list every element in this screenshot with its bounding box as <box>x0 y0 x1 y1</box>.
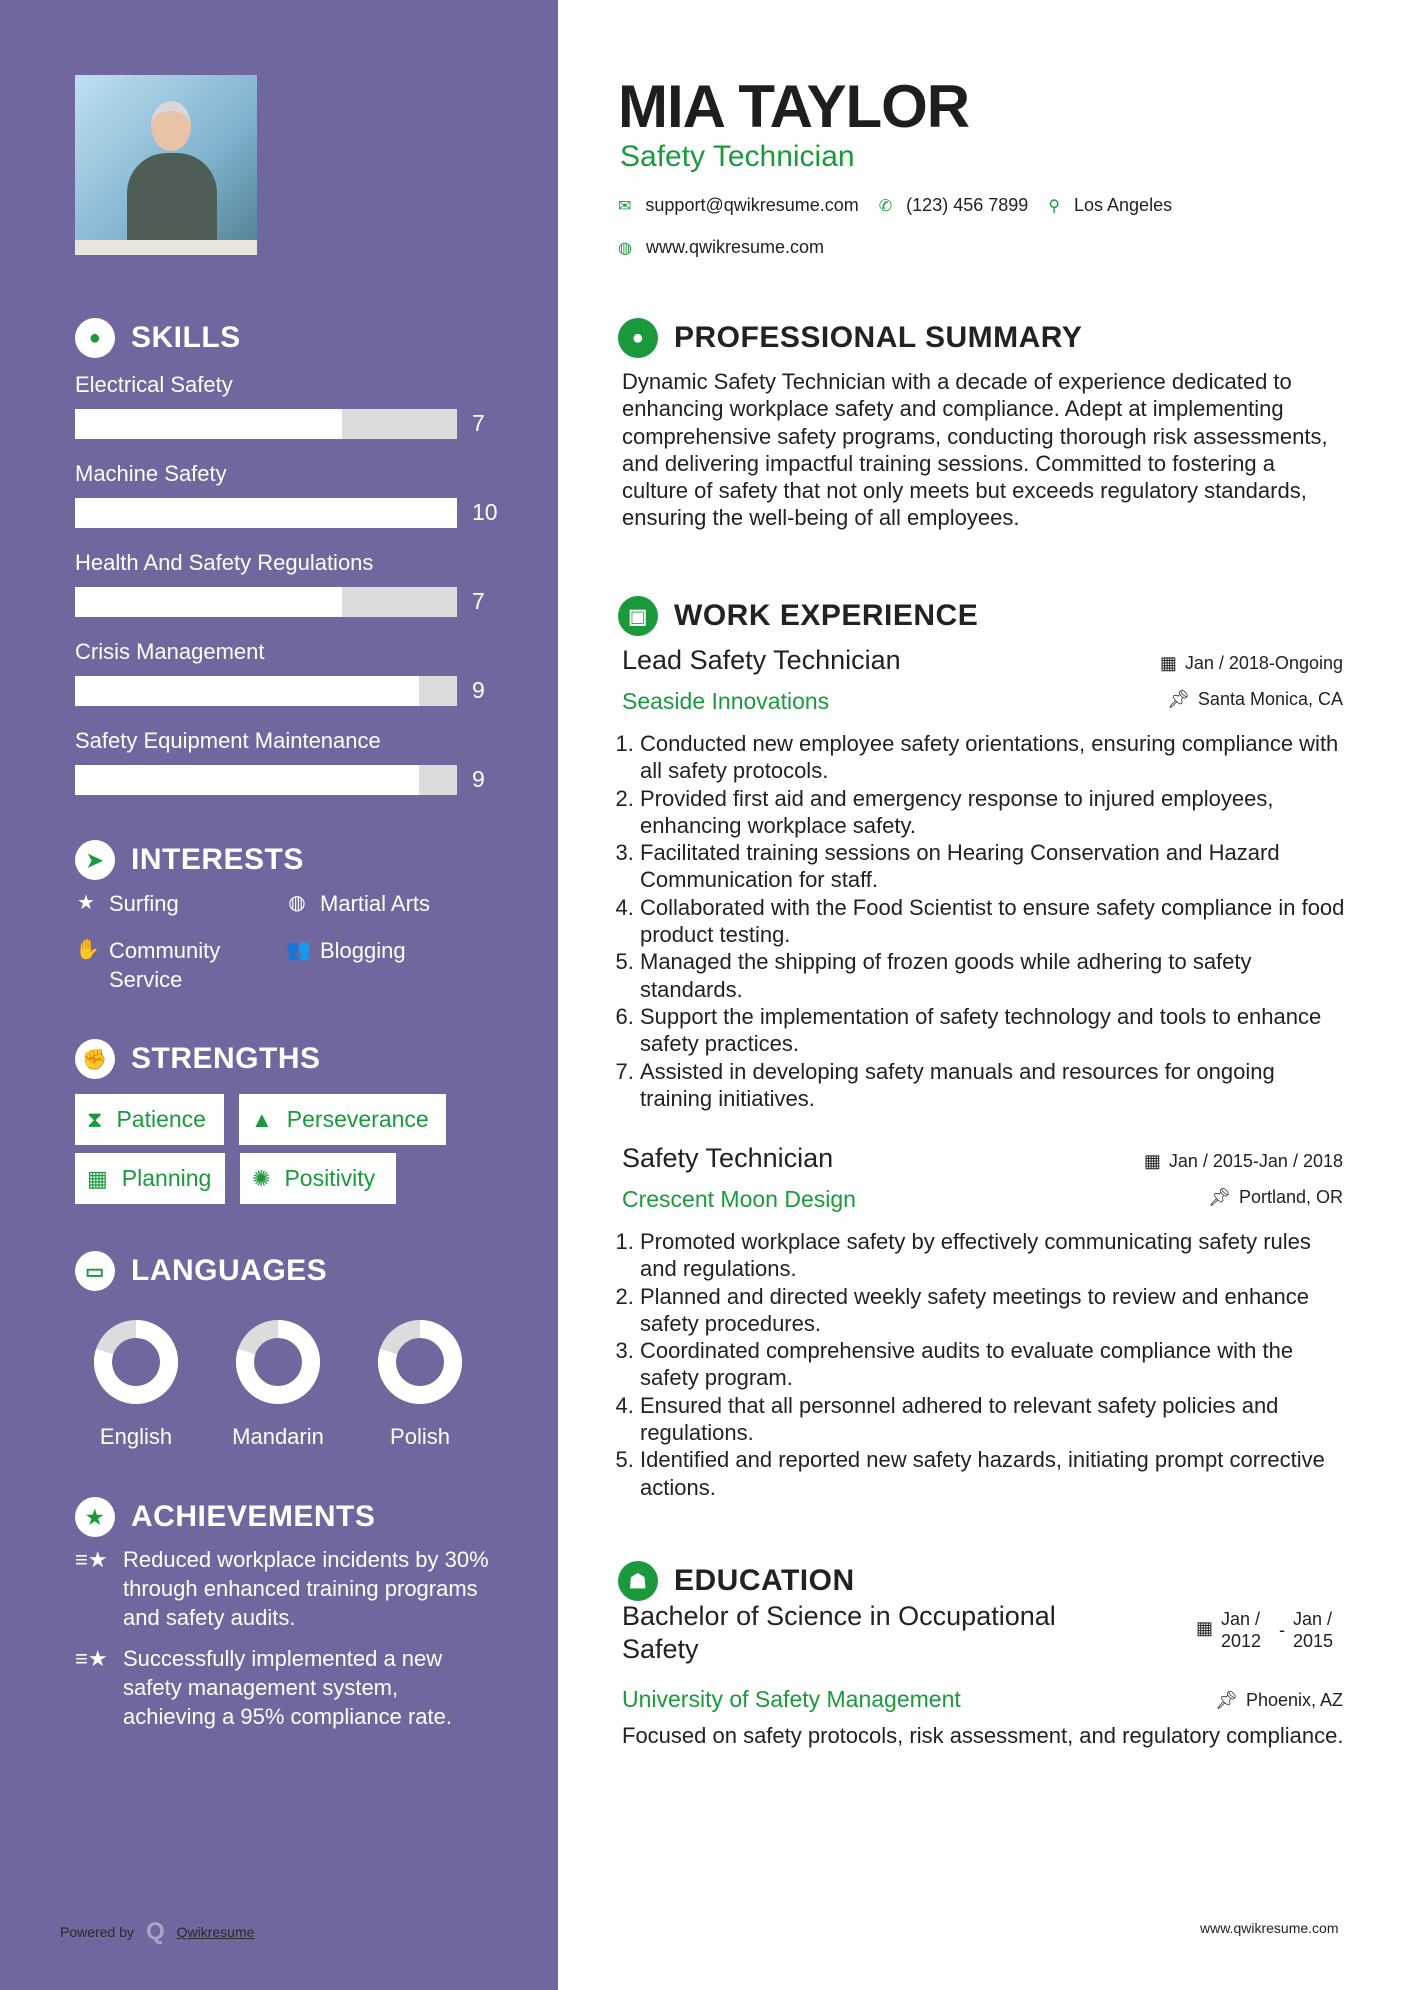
qwikresume-link[interactable]: Qwikresume <box>176 1924 255 1940</box>
interest-label: Martial Arts <box>320 891 431 916</box>
strength-chip <box>239 1094 446 1145</box>
skill-bar-fill <box>75 676 419 706</box>
strength-chip <box>75 1153 225 1204</box>
candidate-name: MIA TAYLOR <box>618 73 970 140</box>
language-icon: ▭ <box>75 1251 115 1291</box>
skill-name: Electrical Safety <box>75 372 233 397</box>
heading-text: STRENGTHS <box>131 1042 321 1075</box>
road-icon: ▲ <box>251 1106 273 1132</box>
lightbulb-icon: ● <box>75 318 115 358</box>
job-bullet: 6. Support the implementation of safety technology and tools to enhance safety practices. <box>640 1003 1347 1058</box>
job-bullet: 4. Ensured that all personnel adhered to relevant safety policies and regulations. <box>640 1392 1347 1447</box>
map-pin-icon: ⚲ <box>1048 197 1060 215</box>
degree: Bachelor of Science in Occupational Safety <box>622 1601 1056 1664</box>
contact-row <box>618 195 1172 216</box>
job-bullet: 1. Promoted workplace safety by effectively communicating safety rules and regulations. <box>640 1228 1347 1283</box>
users-icon: 👥 <box>286 939 311 961</box>
heading-text: ACHIEVEMENTS <box>131 1500 376 1533</box>
fist-icon: ✊ <box>75 1039 115 1079</box>
website-row <box>618 237 824 258</box>
sidebar <box>0 0 558 1990</box>
skill-value: 7 <box>472 410 485 436</box>
phone-icon: ✆ <box>878 197 893 215</box>
skill-bar <box>75 587 457 617</box>
heading-text: LANGUAGES <box>131 1254 328 1287</box>
location-text: Phoenix, AZ <box>1245 1690 1343 1710</box>
graduate-icon: ☗ <box>618 1561 658 1601</box>
language-name: English <box>99 1424 173 1449</box>
job-title: Lead Safety Technician <box>622 645 901 675</box>
phone: (123) 456 7899 <box>906 195 1029 215</box>
start-date: Jan / 2012 <box>1221 1609 1262 1651</box>
interests-heading <box>75 840 304 880</box>
envelope-icon: ✉ <box>618 197 632 215</box>
email[interactable]: support@qwikresume.com <box>645 195 859 215</box>
pushpin-icon: 📌︎ <box>1208 1187 1231 1207</box>
hand-icon: ✋ <box>75 939 100 961</box>
job-location <box>1167 689 1343 710</box>
skill-name: Safety Equipment Maintenance <box>75 728 381 753</box>
job-bullet: 3. Coordinated comprehensive audits to evaluate compliance with the safety program. <box>640 1337 1347 1392</box>
heading-text: WORK EXPERIENCE <box>674 599 979 632</box>
strength-label: Positivity <box>284 1165 376 1191</box>
language-name: Mandarin <box>232 1424 324 1449</box>
job-bullet: 5. Identified and reported new safety hazards, initiating prompt corrective actions. <box>640 1446 1347 1501</box>
skill-value: 9 <box>472 677 485 703</box>
job-bullet: 7. Assisted in developing safety manuals and resources for ongoing training initiatives. <box>640 1058 1347 1113</box>
globe-icon: ◍ <box>618 239 632 257</box>
experience-heading <box>618 596 978 636</box>
education-dates <box>1196 1608 1343 1652</box>
qwikresume-logo-icon: Q <box>145 1918 165 1945</box>
strength-label: Perseverance <box>286 1106 429 1132</box>
hourglass-icon: ⧗ <box>87 1106 103 1132</box>
company: Crescent Moon Design <box>622 1186 856 1212</box>
paper-plane-icon: ➤ <box>75 840 115 880</box>
job-title: Safety Technician <box>620 140 855 173</box>
job-title: Safety Technician <box>622 1143 834 1173</box>
school: University of Safety Management <box>622 1686 961 1712</box>
education-location <box>1215 1690 1343 1711</box>
heading-text: PROFESSIONAL SUMMARY <box>674 321 1083 354</box>
calendar-icon: ▦ <box>1159 653 1177 673</box>
location-text: Portland, OR <box>1238 1187 1343 1207</box>
website-link[interactable]: www.qwikresume.com <box>645 237 825 257</box>
education-heading <box>618 1561 855 1601</box>
heading-text: INTERESTS <box>131 843 304 876</box>
skill-bar-fill <box>75 498 457 528</box>
strength-label: Patience <box>116 1106 206 1132</box>
languages-heading <box>75 1251 327 1291</box>
company: Seaside Innovations <box>622 688 830 714</box>
job-location <box>1208 1187 1343 1208</box>
strength-label: Planning <box>121 1165 212 1191</box>
powered-by-text: Powered by <box>60 1924 134 1940</box>
pushpin-icon: 📌︎ <box>1215 1690 1238 1710</box>
interest-item <box>286 889 430 918</box>
star-icon: ★ <box>77 892 95 914</box>
calendar-icon: ▦ <box>87 1165 108 1191</box>
language-donut <box>94 1320 178 1404</box>
strengths-heading <box>75 1039 321 1079</box>
job-bullets <box>612 730 1347 1112</box>
interest-item <box>75 889 179 918</box>
strength-chip <box>75 1094 224 1145</box>
skill-bar-fill <box>75 587 342 617</box>
location: Los Angeles <box>1074 195 1173 215</box>
profile-photo <box>75 75 257 255</box>
achievement-item <box>75 1644 495 1731</box>
language-name: Polish <box>390 1424 450 1449</box>
achievement-item <box>75 1545 495 1632</box>
date-separator: - <box>1279 1620 1285 1640</box>
skill-bar <box>75 676 457 706</box>
skill-value: 9 <box>472 766 485 792</box>
briefcase-icon: ▣ <box>618 596 658 636</box>
skill-bar-fill <box>75 409 342 439</box>
skill-name: Machine Safety <box>75 461 227 486</box>
job-bullet: 5. Managed the shipping of frozen goods while adhering to safety standards. <box>640 948 1347 1003</box>
skill-value: 7 <box>472 588 485 614</box>
job-date <box>1144 1151 1343 1172</box>
skill-name: Health And Safety Regulations <box>75 550 374 575</box>
end-date: Jan / 2015 <box>1293 1609 1334 1651</box>
skill-bar <box>75 409 457 439</box>
user-icon: ● <box>618 318 658 358</box>
job-date <box>1160 653 1343 674</box>
strength-chip <box>240 1153 396 1204</box>
skill-bar <box>75 765 457 795</box>
achievement-text: Reduced workplace incidents by 30% through enhanced training programs and safety audits. <box>123 1547 489 1630</box>
calendar-icon: ▦ <box>1195 1618 1213 1638</box>
interest-label: Blogging <box>320 938 406 963</box>
skill-bar-fill <box>75 765 419 795</box>
job-bullet: 1. Conducted new employee safety orientations, ensuring compliance with all safety protocols. <box>640 730 1347 785</box>
heading-text: EDUCATION <box>674 1564 855 1597</box>
skill-bar <box>75 498 457 528</box>
skills-heading <box>75 318 241 358</box>
summary-heading <box>618 318 1082 358</box>
location-text: Santa Monica, CA <box>1197 689 1343 709</box>
interest-label: Community Service <box>109 938 221 992</box>
date-text: Jan / 2018-Ongoing <box>1184 653 1343 673</box>
achievements-heading <box>75 1497 375 1537</box>
education-description: Focused on safety protocols, risk assessment, and regulatory compliance. <box>622 1723 1344 1748</box>
interest-item <box>286 936 406 965</box>
interest-label: Surfing <box>109 891 179 916</box>
globe-icon: ◍ <box>288 892 306 914</box>
shooting-star-icon: ≡★ <box>75 1547 108 1572</box>
interest-item <box>75 936 255 994</box>
date-text: Jan / 2015-Jan / 2018 <box>1168 1151 1343 1171</box>
footer-website[interactable]: www.qwikresume.com <box>1200 1920 1339 1936</box>
calendar-icon: ▦ <box>1143 1151 1161 1171</box>
language-donut <box>378 1320 462 1404</box>
language-donut <box>236 1320 320 1404</box>
skill-name: Crisis Management <box>75 639 265 664</box>
powered-by <box>60 1918 254 1946</box>
shooting-star-icon: ≡★ <box>75 1646 108 1671</box>
pushpin-icon: 📌︎ <box>1167 689 1190 709</box>
job-bullet: 3. Facilitated training sessions on Hearing Conservation and Hazard Communication for staff. <box>640 839 1347 894</box>
job-bullets <box>612 1228 1347 1501</box>
heading-text: SKILLS <box>131 321 241 354</box>
job-bullet: 2. Provided first aid and emergency response to injured employees, enhancing workplace safety. <box>640 785 1347 840</box>
summary-text: Dynamic Safety Technician with a decade of experience dedicated to enhancing workplace safety and compliance. Adept at implementing comprehensive safety programs, conducting thorough risk assessments, and delivering impactful training sessions. Committed to fostering a culture of safety that not only meets but exceeds regulatory standards, ensuring the well-being of all employees. <box>622 369 1328 531</box>
star-badge-icon: ★ <box>75 1497 115 1537</box>
job-bullet: 2. Planned and directed weekly safety meetings to review and enhance safety procedures. <box>640 1283 1347 1338</box>
sun-icon: ✺ <box>252 1165 271 1191</box>
job-bullet: 4. Collaborated with the Food Scientist to ensure safety compliance in food product testing. <box>640 894 1347 949</box>
achievement-text: Successfully implemented a new safety management system, achieving a 95% compliance rate. <box>123 1646 452 1729</box>
skill-value: 10 <box>472 499 498 525</box>
